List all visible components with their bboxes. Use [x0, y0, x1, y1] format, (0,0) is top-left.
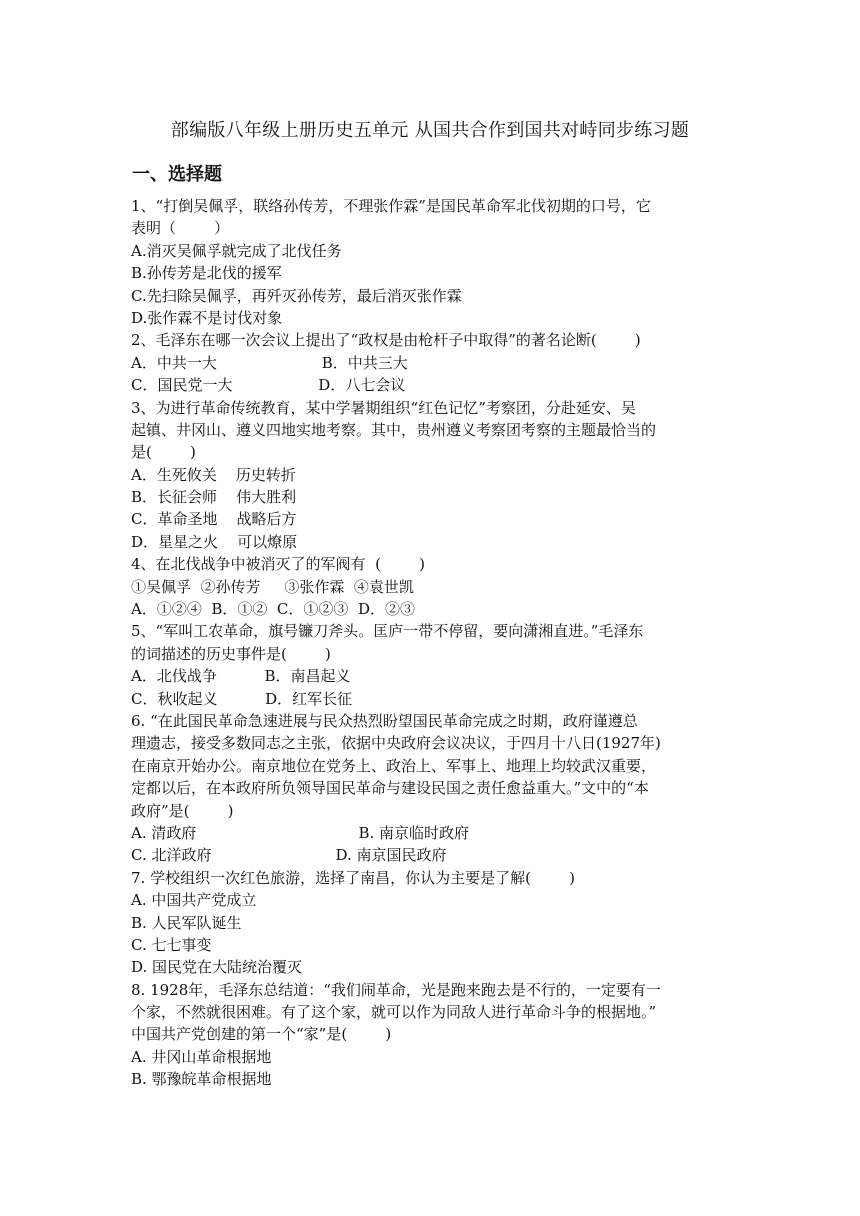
text-line: 4、在北伐战争中被消灭了的军阀有 ( ): [131, 555, 425, 574]
text-line: C．秋收起义 D．红军长征: [131, 689, 353, 708]
text-line: B. 鄂豫皖革命根据地: [131, 1070, 272, 1089]
text-line: A. 清政府 B. 南京临时政府: [131, 823, 470, 842]
text-line: A．北伐战争 B．南昌起义: [131, 667, 351, 686]
section-heading: 一、选择题: [132, 164, 222, 185]
text-line: D．星星之火 可以燎原: [131, 532, 298, 551]
document-title: 部编版八年级上册历史五单元 从国共合作到国共对峙同步练习题: [170, 120, 690, 141]
text-line: 理遗志，接受多数同志之主张，依据中央政府会议决议，于四月十八日(1927年): [131, 734, 661, 753]
text-line: 个家，不然就很困难。有了这个家，就可以作为同敌人进行革命斗争的根据地。”: [131, 1003, 657, 1022]
text-line: 5、“军叫工农革命，旗号镰刀斧头。匡庐一带不停留，要向潇湘直进。”毛泽东: [131, 622, 644, 641]
text-line: 8. 1928年，毛泽东总结道：“我们闹革命，光是跑来跑去是不行的，一定要有一: [131, 980, 661, 999]
text-line: A. 井冈山革命根据地: [131, 1047, 272, 1066]
text-line: C. 北洋政府 D. 南京国民政府: [131, 846, 447, 865]
text-line: 的词描述的历史事件是( ): [131, 644, 331, 663]
text-line: 政府”是( ): [131, 801, 234, 820]
text-line: 表明（ ）: [131, 219, 230, 238]
text-line: 是( ): [131, 443, 196, 462]
text-line: 7. 学校组织一次红色旅游，选择了南昌，你认为主要是了解( ): [131, 868, 575, 887]
text-line: A．①②④ B．①② C．①②③ D．②③: [131, 600, 415, 619]
text-line: A.消灭吴佩孚就完成了北伐任务: [131, 241, 342, 260]
text-line: 6. “在此国民革命急速进展与民众热烈盼望国民革命完成之时期，政府谨遵总: [131, 711, 638, 730]
text-line: D.张作霖不是讨伐对象: [131, 308, 283, 327]
text-line: ①吴佩孚 ②孙传芳 ③张作霖 ④袁世凯: [131, 577, 414, 596]
question-text-block: [131, 195, 741, 1091]
text-line: 定都以后，在本政府所负领导国民革命与建设民国之责任愈益重大。”文中的“本: [131, 779, 649, 798]
text-line: B. 人民军队诞生: [131, 913, 242, 932]
text-line: C．革命圣地 战略后方: [131, 510, 297, 529]
text-line: B．长征会师 伟大胜利: [131, 488, 297, 507]
text-line: 在南京开始办公。南京地位在党务上、政治上、军事上、地理上均较武汉重要，: [131, 756, 657, 775]
text-line: C．国民党一大 D．八七会议: [131, 376, 406, 395]
text-line: A．生死攸关 历史转折: [131, 465, 296, 484]
text-line: A. 中国共产党成立: [131, 891, 257, 910]
text-line: 起镇、井冈山、遵义四地实地考察。其中，贵州遵义考察团考察的主题最恰当的: [131, 420, 657, 439]
text-line: 3、为进行革命传统教育，某中学暑期组织“红色记忆”考察团，分赴延安、吴: [131, 398, 636, 417]
text-line: B.孙传芳是北伐的援军: [131, 264, 282, 283]
text-line: 1、“打倒吴佩孚，联络孙传芳，不理张作霖”是国民革命军北伐初期的口号，它: [131, 197, 651, 215]
text-line: C.先扫除吴佩孚，再歼灭孙传芳，最后消灭张作霖: [131, 286, 462, 305]
text-line: 中国共产党创建的第一个“家”是( ): [131, 1025, 392, 1044]
text-line: C. 七七事变: [131, 935, 212, 954]
text-line: A．中共一大 B．中共三大: [131, 353, 408, 372]
text-line: D. 国民党在大陆统治覆灭: [131, 958, 303, 977]
text-line: 2、毛泽东在哪一次会议上提出了“政权是由枪杆子中取得”的著名论断( ): [131, 331, 641, 350]
